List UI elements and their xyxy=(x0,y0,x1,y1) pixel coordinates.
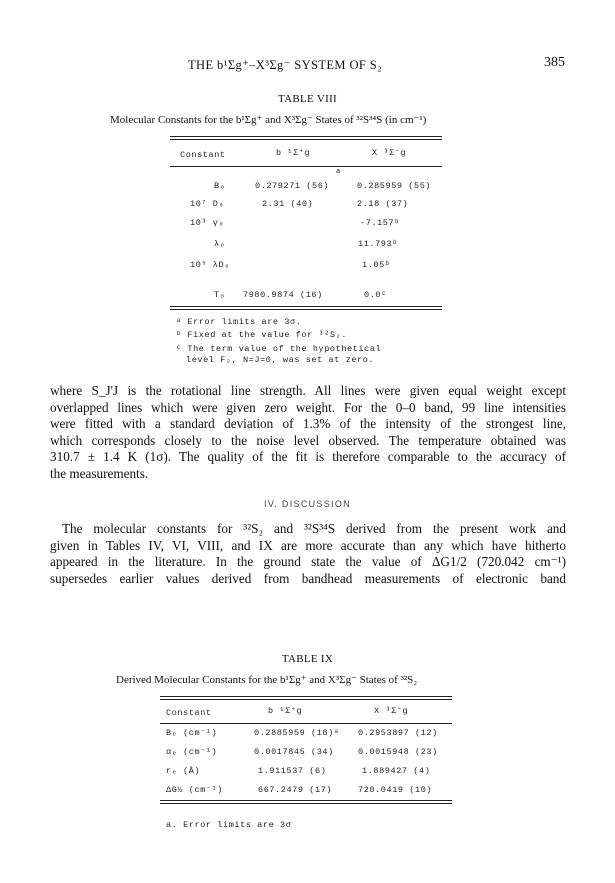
table-8-header-note: a xyxy=(336,168,341,176)
footnote: ᶜ The term value of the hypothetical xyxy=(176,344,382,354)
table-row-constant: B₀ xyxy=(214,181,226,191)
page-number: 385 xyxy=(544,55,565,70)
table-8-title: TABLE VIII xyxy=(277,93,338,105)
table-row-x: 0.285959 (55) xyxy=(357,181,432,191)
text-line: where S_J'J is the rotational line strength. All lines were given equal weight except xyxy=(50,383,566,398)
section-heading: IV. DISCUSSION xyxy=(264,499,351,509)
table-9-header-rule xyxy=(160,723,452,724)
table-row-x: 0.0015948 (23) xyxy=(358,747,438,757)
table-row-x: 1.05ᵇ xyxy=(362,260,391,270)
table-8-bottom-rule-2 xyxy=(170,309,442,310)
table-row-x: 720.0419 (10) xyxy=(358,785,433,795)
table-row-x: 0.2953897 (12) xyxy=(358,728,438,738)
table-9-top-rule xyxy=(160,696,452,697)
table-row-constant: ΔG½ (cm⁻¹) xyxy=(166,785,224,795)
table-row-constant: 10⁷ D₀ xyxy=(190,199,225,209)
table-row-b: 2.31 (40) xyxy=(262,199,314,209)
table-8-caption: Molecular Constants for the b¹Σg⁺ and X³Σg⁻ States of ³²S³⁴S (in cm⁻¹) xyxy=(110,114,427,126)
table-8-header-rule xyxy=(170,166,442,167)
table-row-x: 1.889427 (4) xyxy=(362,766,431,776)
table-row-x: -7.157ᵇ xyxy=(360,218,400,228)
table-9-caption: Derived Molecular Constants for the b¹Σg⁺ and X³Σg⁻ States of ³²S₂ xyxy=(116,674,418,686)
footnote: ᵇ Fixed at the value for ³²S₂. xyxy=(176,330,348,340)
text-line: which corresponds closely to the noise level observed. The temperature obtained was xyxy=(50,432,566,448)
paragraph xyxy=(50,383,566,483)
table-row-x: 2.18 (37) xyxy=(357,199,409,209)
running-head: THE b¹Σg⁺–X³Σg⁻ SYSTEM OF S₂ xyxy=(188,58,382,72)
table-row-x: 0.0ᶜ xyxy=(364,290,387,300)
text-line: given in Tables IV, VI, VIII, and IX are more accurate than any which have hitherto xyxy=(50,537,566,553)
table-row-b: 0.0017845 (34) xyxy=(254,747,334,757)
table-9-title: TABLE IX xyxy=(281,653,334,665)
table-row-b: 0.279271 (56) xyxy=(255,181,330,191)
table-row-x: 11.793ᵇ xyxy=(358,239,398,249)
text-line: overlapped lines which were given zero weight. For the 0–0 band, 99 line intensities xyxy=(50,399,566,415)
table-8-top-rule-2 xyxy=(170,139,442,140)
text-line: appeared in the literature. In the ground state the value of ΔG1/2 (720.042 cm⁻¹) xyxy=(50,554,566,570)
table-9-bottom-rule xyxy=(160,800,452,801)
footnote: ᵃ Error limits are 3σ. xyxy=(176,317,302,327)
table-8-bottom-rule xyxy=(170,306,442,307)
table-row-b: 7980.9874 (16) xyxy=(243,290,323,300)
table-9-header-b: b ¹Σ⁺g xyxy=(268,706,303,716)
table-8-top-rule xyxy=(170,136,442,137)
table-row-constant: 10³ γ₀ xyxy=(190,218,225,228)
text-line: The molecular constants for ³²S₂ and ³²S³⁴S derived from the present work and xyxy=(62,521,566,536)
table-8-header-b: b ¹Σ⁺g xyxy=(276,148,311,158)
table-9-bottom-rule-2 xyxy=(160,803,452,804)
paragraph xyxy=(50,521,566,587)
table-row-b: 0.2885959 (18)ᵃ xyxy=(254,728,340,738)
text-line: were fitted with a standard deviation of 1.3% of the intensity of the strongest line, xyxy=(50,416,566,432)
text-line: 310.7 ± 1.4 K (1σ). The quality of the fit is therefore comparable to the accuracy of xyxy=(50,449,566,465)
table-row-constant: αₑ (cm⁻¹) xyxy=(166,747,218,757)
text-line: supersedes earlier values derived from bandhead measurements of electronic band xyxy=(50,570,566,586)
table-row-b: 667.2479 (17) xyxy=(258,785,333,795)
table-9-header-constant: Constant xyxy=(166,708,212,718)
footnote: level F₂, N=J=0, was set at zero. xyxy=(186,355,375,365)
table-row-constant: Bₑ (cm⁻¹) xyxy=(166,728,218,738)
table-9-top-rule-2 xyxy=(160,699,452,700)
table-9-header-x: X ³Σ⁻g xyxy=(374,706,409,716)
table-row-constant: T₀ xyxy=(214,290,226,300)
table-row-constant: rₑ (Å) xyxy=(166,766,201,776)
table-row-b: 1.911537 (6) xyxy=(258,766,327,776)
table-8-header-x: X ³Σ⁻g xyxy=(372,148,407,158)
table-8-header-constant: Constant xyxy=(180,150,226,160)
table-row-constant: 10⁵ λD₀ xyxy=(190,260,230,270)
table-row-constant: λ₀ xyxy=(214,239,226,249)
footnote: a. Error limits are 3σ xyxy=(166,820,292,830)
text-line: the measurements. xyxy=(50,465,149,481)
